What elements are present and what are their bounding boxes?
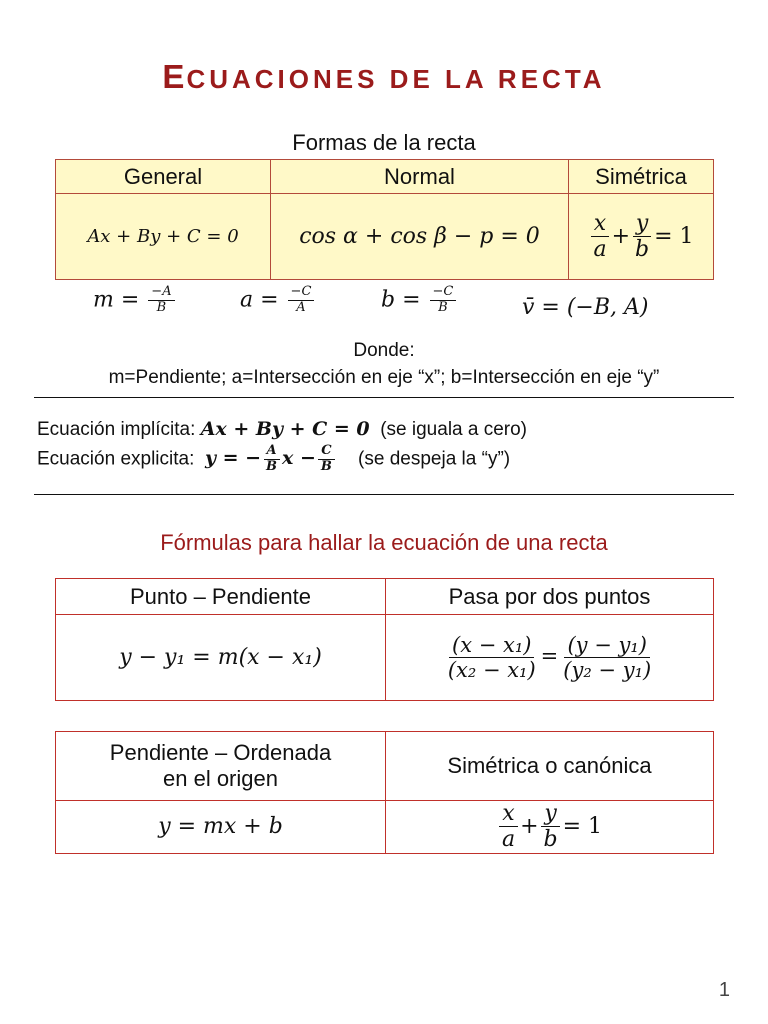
punto-pendiente-equation: y − y₁ = m(x − x₁) (56, 615, 386, 701)
title-rest: CUACIONES DE LA RECTA (186, 64, 606, 94)
y-intercept-fraction: b = $\frac{-C}{B}$ (381, 285, 458, 316)
simetrica-canonica-equation: $\frac{x}{a}$ + $\frac{y}{b}$ = 1 (386, 801, 714, 854)
divider-top (34, 397, 734, 398)
formas-table (55, 159, 714, 280)
explicit-equation: y = − $\frac{A}{B}$ x − $\frac{C}{B}$ (205, 447, 337, 469)
donde-label: Donde: (353, 340, 415, 361)
formulas-title: Fórmulas para hallar la ecuación de una recta (160, 530, 608, 555)
header-normal: Normal (271, 160, 569, 194)
header-punto-pendiente: Punto – Pendiente (56, 579, 386, 615)
pendiente-ordenada-equation: y = mx + b (56, 801, 386, 854)
slope-fraction: m = $\frac{-A}{B}$ (93, 285, 177, 316)
header-simetrica: Simétrica (569, 160, 714, 194)
explicit-equation-line: Ecuación explicita: y = − $\frac{A}{B}$ x − $\frac{C}{B}$ (se despeja la “y”) (37, 443, 511, 474)
x-intercept-fraction: a = $\frac{-C}{A}$ (240, 285, 316, 316)
implicit-equation: Ax + By + C = 0 (200, 418, 370, 440)
divider-bottom (34, 494, 734, 495)
header-pendiente-ordenada: Pendiente – Ordenada en el origen (56, 732, 386, 801)
header-dos-puntos: Pasa por dos puntos (386, 579, 714, 615)
page-title (0, 58, 768, 96)
fraction-x-a: $\frac{x}{a}$ (590, 211, 609, 263)
simetrica-equation: $\frac{x}{a}$ + $\frac{y}{b}$ = 1 (569, 194, 714, 280)
definitions-text: m=Pendiente; a=Intersección en eje “x”; b=Intersección en eje “y” (108, 367, 660, 388)
dos-puntos-equation: $\frac{\text{(x − x₁)}}{\text{(x₂ − x₁)}}$ = $\frac{\text{(y − y₁)}}{\text{(y₂ − y₁)}}$ (386, 615, 714, 701)
implicit-equation-line: Ecuación implícita: Ax + By + C = 0 (se iguala a cero) (37, 418, 528, 440)
general-equation: Ax + By + C = 0 (56, 194, 271, 280)
normal-equation: cos α + cos β − p = 0 (271, 194, 569, 280)
formulas-table-2 (55, 731, 714, 854)
header-simetrica-canonica: Simétrica o canónica (386, 732, 714, 801)
direction-vector: v̄ = (−B, A) (522, 295, 649, 320)
formulas-table-1 (55, 578, 714, 701)
page-number: 1 (718, 979, 730, 1001)
header-general: General (56, 160, 271, 194)
formas-label: Formas de la recta (292, 130, 476, 155)
title-initial: E (162, 58, 187, 95)
fraction-y-b: $\frac{y}{b}$ (632, 211, 652, 263)
